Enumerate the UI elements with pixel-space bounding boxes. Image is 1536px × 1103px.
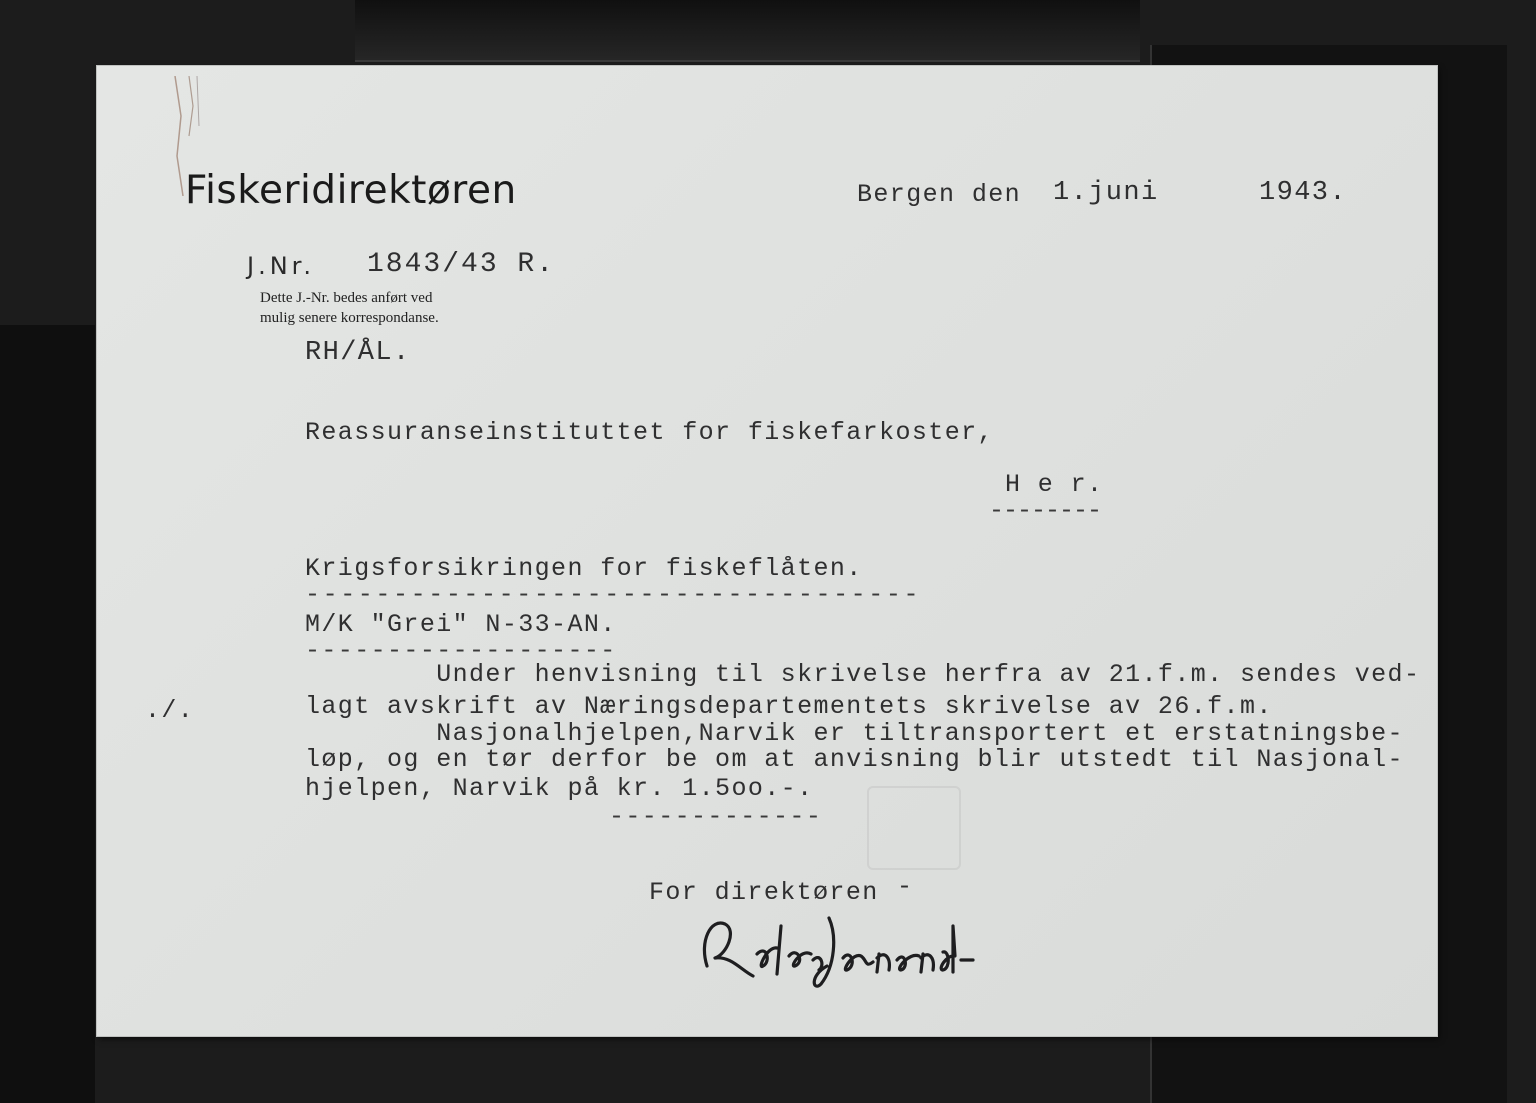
journal-number-label: J.Nr. — [247, 252, 315, 280]
body-line-1: Under henvisning til skrivelse herfra av 21.f.m. sendes ved- — [305, 660, 1421, 689]
binder-frame-left — [0, 325, 95, 1103]
faded-stamp — [867, 786, 961, 870]
closing-line: For direktøren — [649, 878, 879, 907]
letter-sheet — [97, 66, 1437, 1036]
journal-note-line-1: Dette J.-Nr. bedes anført ved — [260, 290, 433, 306]
binder-clip — [355, 0, 1140, 62]
recipient-place-rule: -------- — [989, 496, 1102, 525]
body-line-4: løp, og en tør derfor be om at anvisning blir utstedt til Nasjonal- — [305, 745, 1404, 774]
closing-dash: - — [897, 872, 914, 901]
journal-note-line-2: mulig senere korrespondanse. — [260, 310, 439, 326]
journal-number-value: 1843/43 R. — [367, 249, 556, 280]
date-prefix: Bergen den — [857, 180, 1022, 209]
reference-initials: RH/ÅL. — [305, 338, 411, 368]
body-line-2: lagt avskrift av Næringsdepartementets skrivelse av 26.f.m. — [305, 692, 1273, 721]
recipient-place: H e r. — [1005, 470, 1104, 499]
letterhead-title: Fiskeridirektøren — [185, 168, 517, 213]
body-line-5: hjelpen, Narvik på kr. 1.5oo.-. — [305, 774, 814, 803]
body-line-3: Nasjonalhjelpen,Narvik er tiltransportert et erstatningsbe- — [305, 719, 1404, 748]
subject-line: Krigsforsikringen for fiskeflåten. — [305, 554, 863, 583]
handwritten-signature — [697, 896, 987, 996]
date-day: 1.juni — [1053, 178, 1159, 208]
vessel-line: M/K "Grei" N-33-AN. — [305, 610, 617, 639]
body-rule: ------------- — [609, 802, 823, 831]
enclosure-mark: ./. — [145, 696, 195, 725]
date-year: 1943. — [1259, 178, 1348, 208]
subject-rule: ----------------------------------- — [305, 580, 922, 609]
vessel-rule: ------------------- — [305, 636, 617, 665]
recipient-name: Reassuranseinstituttet for fiskefarkoster, — [305, 418, 994, 447]
